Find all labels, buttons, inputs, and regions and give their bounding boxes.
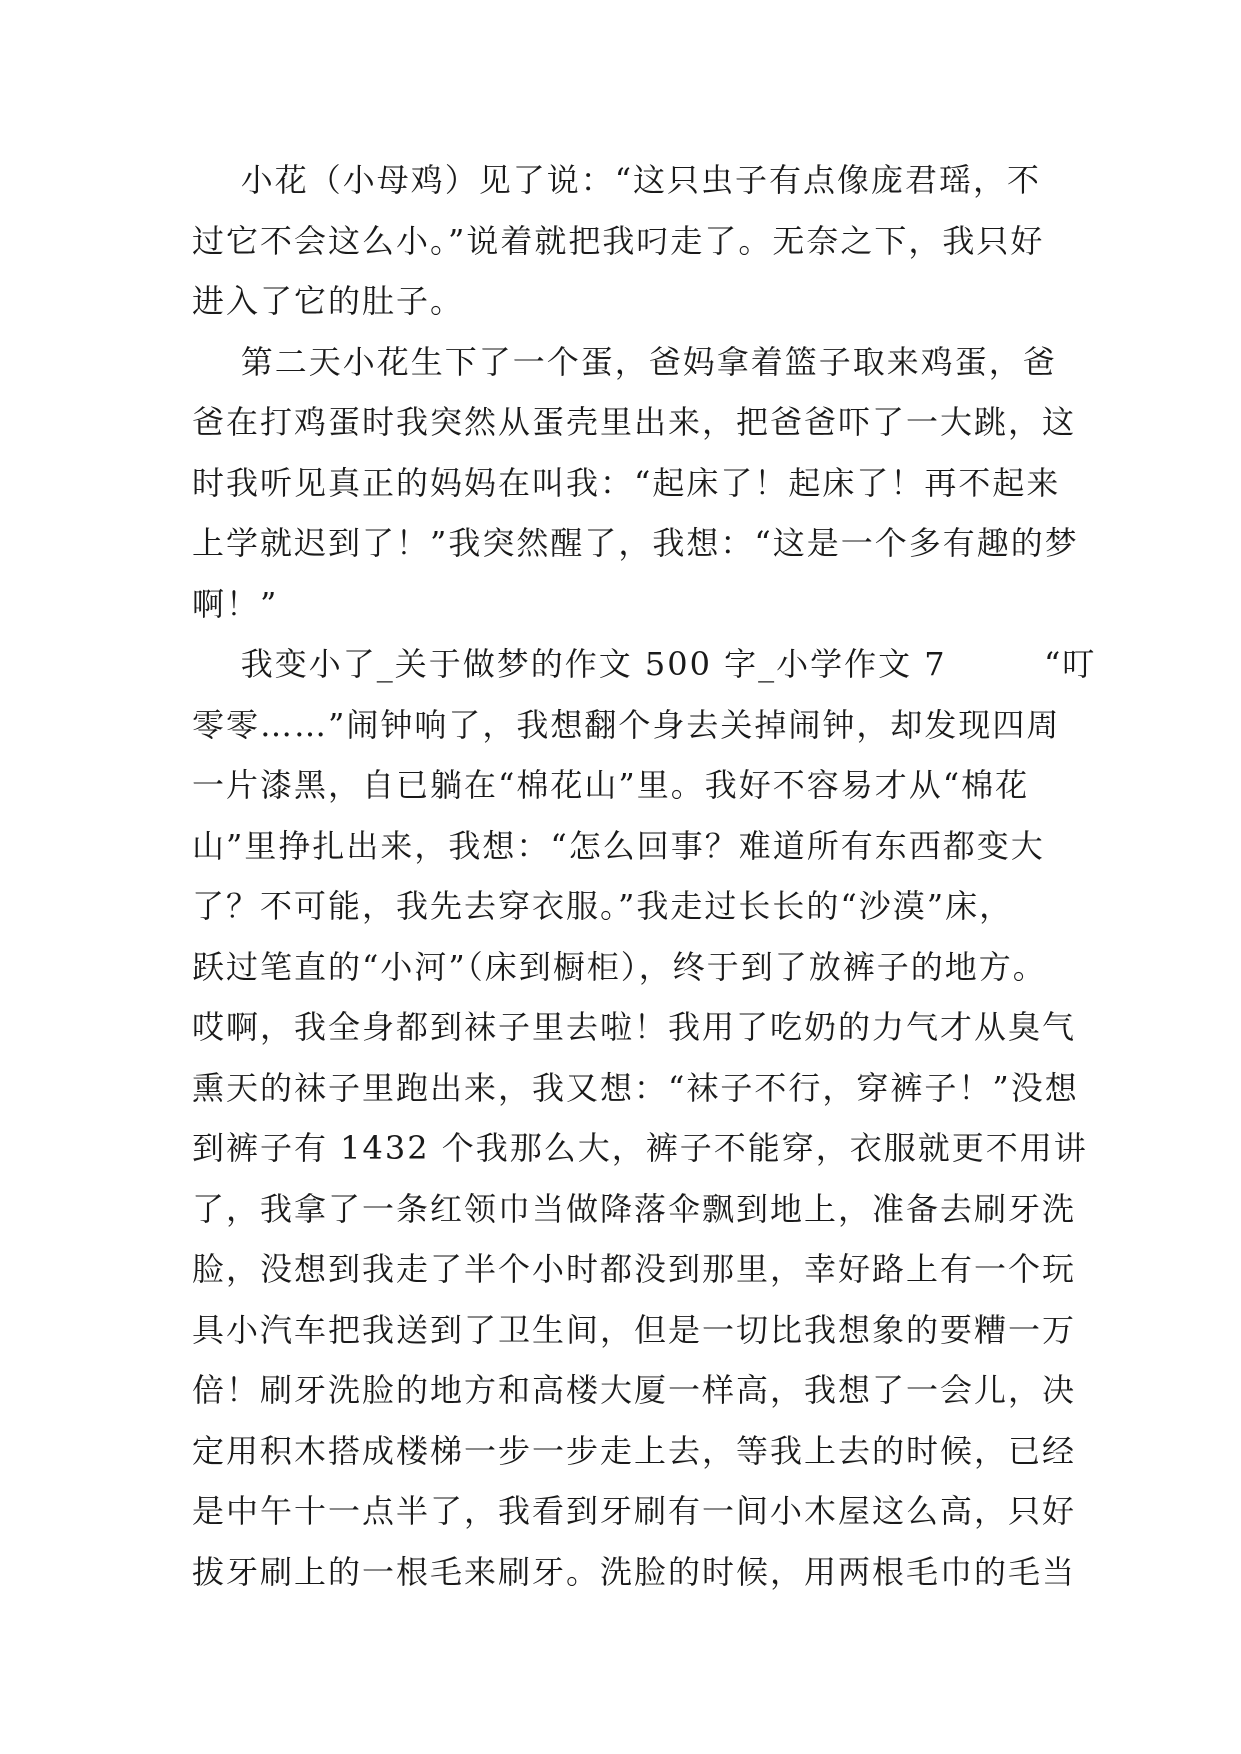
text-line: 第二天小花生下了一个蛋，爸妈拿着篮子取来鸡蛋，爸 [192,342,1057,381]
text-line: 了？不可能，我先去穿衣服。”我走过长长的“沙漠”床， [192,887,1014,925]
text-line: 爸在打鸡蛋时我突然从蛋壳里出来，把爸爸吓了一大跳，这 [192,403,1077,441]
text-line: 山”里挣扎出来，我想：“怎么回事？难道所有东西都变大 [192,826,1045,865]
text-line: 熏天的袜子里跑出来，我又想：“袜子不行，穿裤子！”没想 [192,1068,1079,1107]
text-line: 零零……”闹钟响了，我想翻个身去关掉闹钟，却发现四周 [192,705,1061,744]
essay-body [192,150,1097,1602]
text-line: 脸，没想到我走了半个小时都没到那里，幸好路上有一个玩 [192,1250,1077,1288]
text-line: 定用积木搭成楼梯一步一步走上去，等我上去的时候，已经 [192,1431,1077,1470]
text-line: 上学就迟到了！”我突然醒了，我想：“这是一个多有趣的梦 [192,524,1079,562]
text-line: 进入了它的肚子。 [192,282,465,320]
text-line: 哎啊，我全身都到袜子里去啦！我用了吃奶的力气才从臭气 [192,1008,1077,1046]
text-line: 倍！刷牙洗脸的地方和高楼大厦一样高，我想了一会儿，决 [192,1371,1077,1409]
text-line: 时我听见真正的妈妈在叫我：“起床了！起床了！再不起来 [192,463,1061,502]
text-line: 小花（小母鸡）见了说：“这只虫子有点像庞君瑶，不 [192,161,1042,199]
text-line: 过它不会这么小。”说着就把我叼走了。无奈之下，我只好 [192,221,1045,260]
text-line: 啊！” [192,584,279,623]
text-line: 了，我拿了一条红领巾当做降落伞飘到地上，准备去刷牙洗 [192,1189,1077,1228]
text-line: 是中午十一点半了，我看到牙刷有一间小木屋这么高，只好 [192,1492,1077,1530]
text-line: 拔牙刷上的一根毛来刷牙。洗脸的时候，用两根毛巾的毛当 [192,1552,1077,1591]
text-line: 跃过笔直的“小河”（床到橱柜），终于到了放裤子的地方。 [192,947,1047,986]
text-line: 到裤子有 1432 个我那么大，裤子不能穿，衣服就更不用讲 [192,1129,1088,1167]
text-line: 具小汽车把我送到了卫生间，但是一切比我想象的要糟一万 [192,1310,1077,1349]
text-line: 一片漆黑，自已躺在“棉花山”里。我好不容易才从“棉花 [192,766,1030,804]
text-line: 我变小了_关于做梦的作文 500 字_小学作文 7 “叮 [192,645,1097,683]
